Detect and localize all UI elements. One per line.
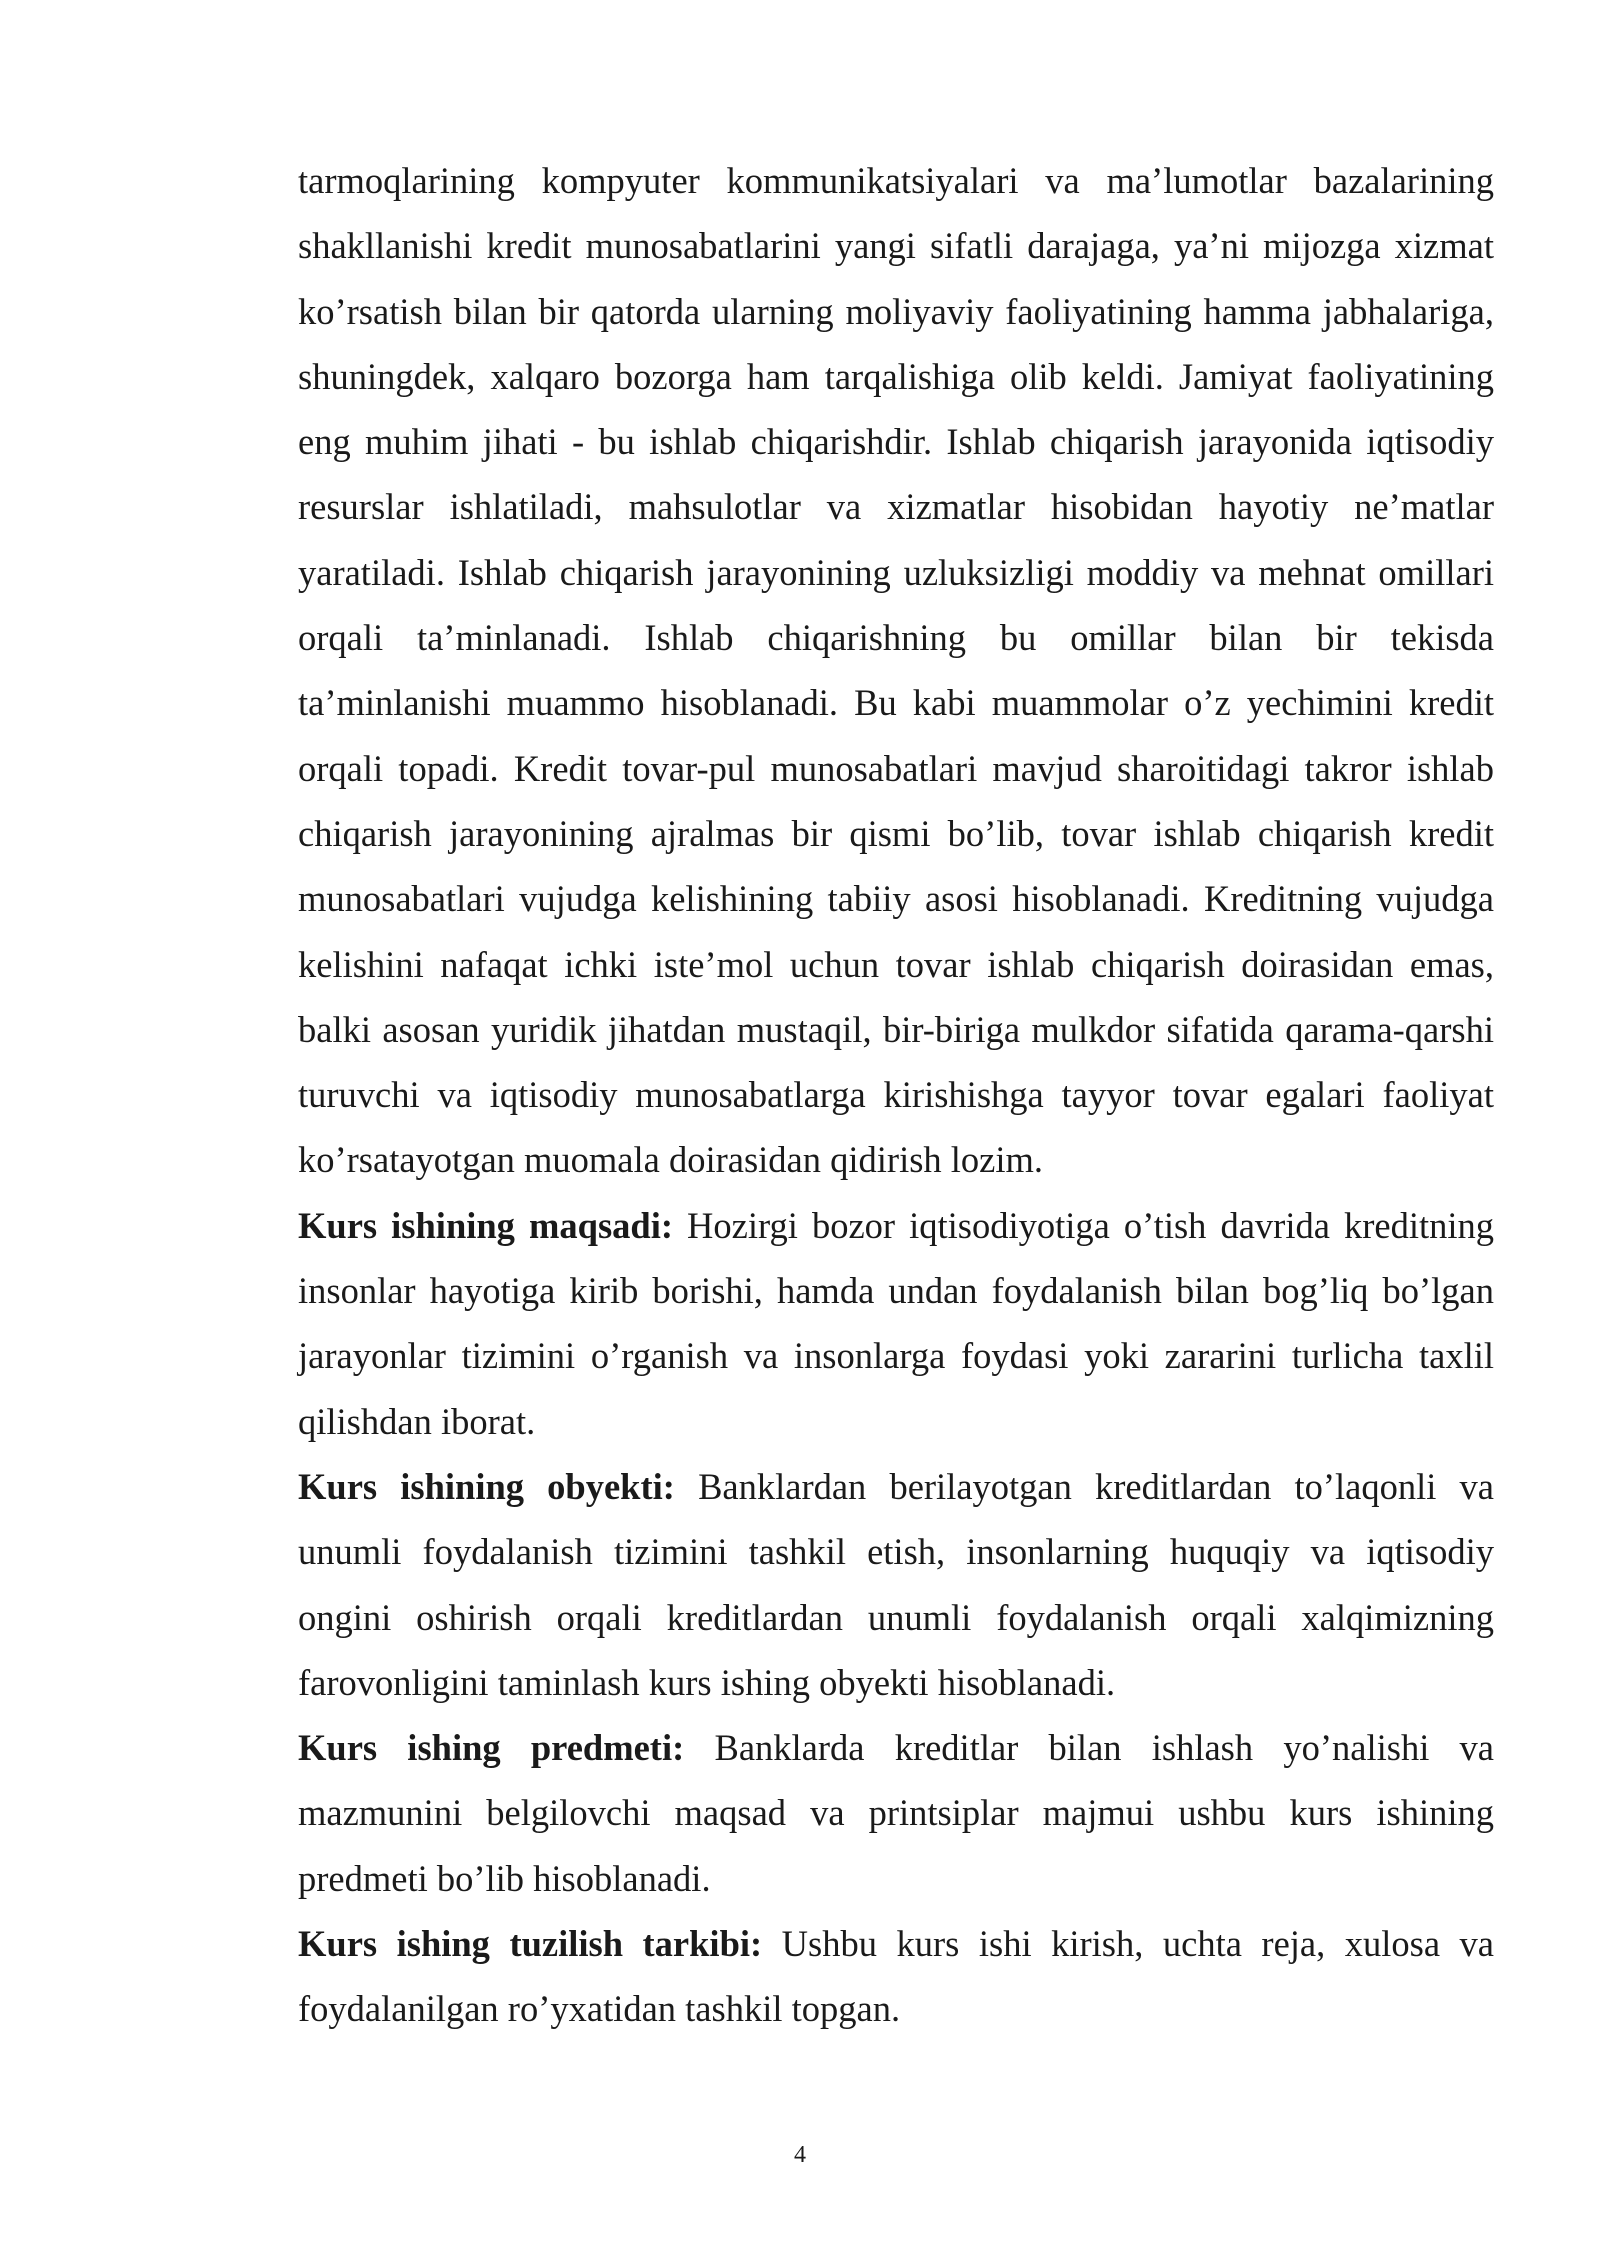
paragraph-text: tarmoqlarining kompyuter kommunikatsiyalari va ma’lumotlar bazalarining shakllanishi kredit munosabatlarini yangi sifatli darajaga, ya’ni mijozga xizmat ko’rsatish bilan bir qatorda ularning moliyaviy faoliyatining hamma jabhalariga, shuningdek, xalqaro bozorga ham tarqalishiga olib keldi. Jamiyat faoliyatining eng muhim jihati - bu ishlab chiqarishdir. Ishlab chiqarish jarayonida iqtisodiy resurslar ishlatiladi, mahsulotlar va xizmatlar hisobidan hayotiy ne’matlar yaratiladi. Ishlab chiqarish jarayonining uzluksizligi moddiy va mehnat omillari orqali ta’minlanadi. Ishlab chiqarishning bu omillar bilan bir tekisda ta’minlanishi muammo hisoblanadi. Bu kabi muammolar o’z yechimini kredit orqali topadi. Kredit tovar-pul munosabatlari mavjud sharoitidagi takror ishlab chiqarish jarayonining ajralmas bir qismi bo’lib, tovar ishlab chiqarish kredit munosabatlari vujudga kelishining tabiiy asosi hisoblanadi. Kreditning vujudga kelishini nafaqat ichki iste’mol uchun tovar ishlab chiqarish doirasidan emas, balki asosan yuridik jihatdan mustaqil, bir-biriga mulkdor sifatida qarama-qarshi turuvchi va iqtisodiy munosabatlarga kirishishga tayyor tovar egalari faoliyat ko’rsatayotgan muomala doirasidan qidirish lozim. — [298, 160, 1494, 1181]
goal-paragraph — [298, 1193, 1494, 1454]
paragraph-heading: Kurs ishining maqsadi: — [298, 1204, 673, 1246]
paragraph-heading: Kurs ishing tuzilish tarkibi: — [298, 1923, 763, 1965]
intro-paragraph — [298, 148, 1494, 1193]
paragraph-heading: Kurs ishining obyekti: — [298, 1465, 675, 1507]
subject-paragraph — [298, 1715, 1494, 1911]
page-number: 4 — [794, 2142, 806, 2168]
structure-paragraph — [298, 1911, 1494, 2042]
body-text — [298, 148, 1494, 2042]
object-paragraph — [298, 1454, 1494, 1715]
paragraph-heading: Kurs ishing predmeti: — [298, 1727, 685, 1769]
paragraph-text: Ushbu kurs ishi kirish, uchta reja, xulosa va foydalanilgan ro’yxatidan tashkil topgan. — [298, 1923, 1494, 2030]
paragraph-text: Banklarda kreditlar bilan ishlash yo’nalishi va mazmunini belgilovchi maqsad va printsiplar majmui ushbu kurs ishining predmeti bo’lib hisoblanadi. — [298, 1727, 1494, 1899]
paragraph-text: Banklardan berilayotgan kreditlardan to’laqonli va unumli foydalanish tizimini tashkil etish, insonlarning huquqiy va iqtisodiy ongini oshirish orqali kreditlardan unumli foydalanish orqali xalqimizning farovonligini taminlash kurs ishing obyekti hisoblanadi. — [298, 1465, 1495, 1703]
paragraph-text: Hozirgi bozor iqtisodiyotiga o’tish davrida kreditning insonlar hayotiga kirib borishi, hamda undan foydalanish bilan bog’liq bo’lgan jarayonlar tizimini o’rganish va insonlarga foydasi yoki zararini turlicha taxlil qilishdan iborat. — [298, 1204, 1494, 1442]
